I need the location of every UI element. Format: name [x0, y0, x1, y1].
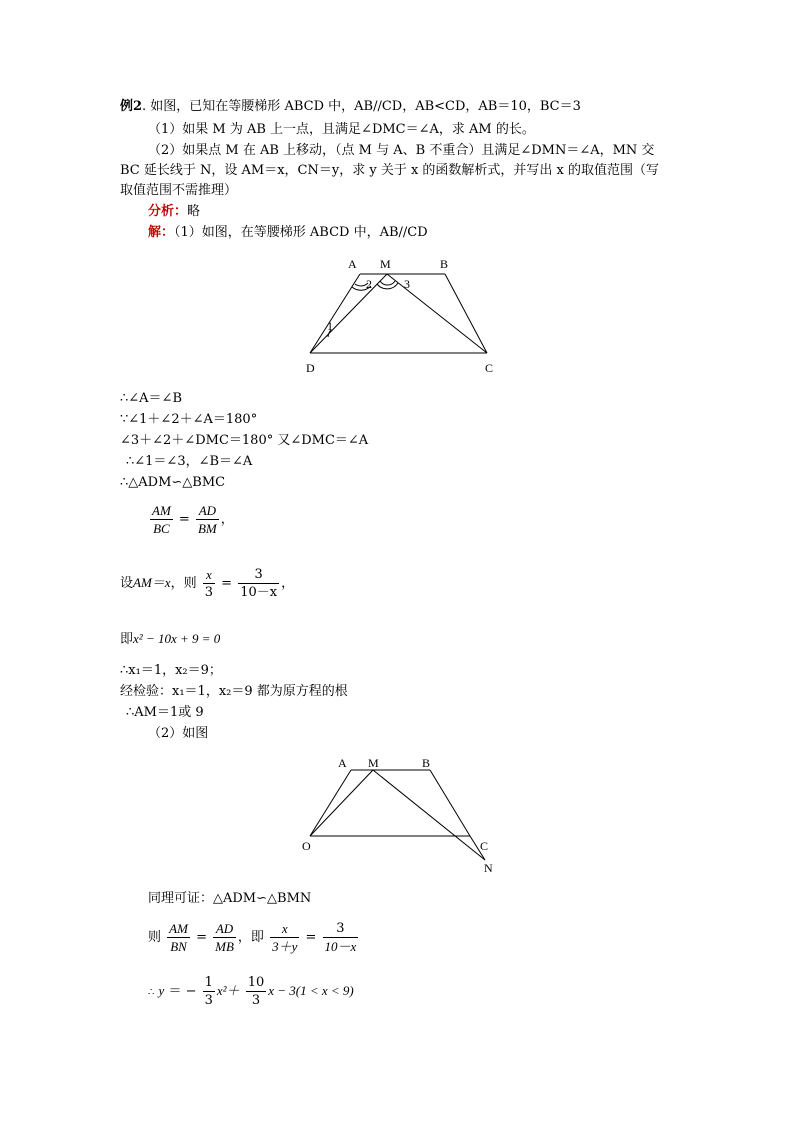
quadratic-expr: x² − 10x + 9 = 0 [133, 631, 221, 646]
ratio1-tail: ， [220, 512, 234, 527]
result-eq: ＝ − [168, 984, 197, 999]
ratio2-den3: 3＋y [272, 939, 298, 954]
fig1-label-A: A [348, 257, 357, 271]
fig1-angle-2: 2 [366, 277, 372, 291]
set-tail: ， [281, 576, 295, 591]
set-den2: 10－x [240, 585, 278, 600]
similar-2: 同理可证：△ADM∽△BMN [148, 891, 312, 906]
fig2-label-O: O [302, 839, 311, 853]
fig2-label-A: A [338, 756, 347, 770]
result-y: y [158, 983, 165, 998]
fig1-label-B: B [440, 257, 449, 271]
ratio2-prefix: 则 [148, 930, 162, 945]
set-var: AM＝x [133, 575, 171, 590]
check-line: 经检验：x₁＝1，x₂＝9 都为原方程的根 [120, 684, 348, 699]
final-result [148, 974, 354, 1009]
figure-2-trapezoid [296, 752, 506, 877]
fig1-angle-3: 3 [404, 277, 410, 291]
set-num2: 3 [238, 566, 279, 584]
ratio2-mid: ，即 [237, 930, 264, 945]
ratio2-den2: MB [215, 939, 234, 954]
analysis-line [148, 203, 200, 221]
step-2: ∵∠1＋∠2＋∠A＝180° [120, 412, 258, 427]
ratio2-num4: 3 [323, 920, 359, 938]
ratio-equation-2: 则 $\frac{AM}{BN}$ = $\frac{AD}{MB}$ ，即 $\frac{x}{3+y}$ = $\frac{3}{10-x}$ [148, 921, 357, 954]
step-5: ∴△ADM∽△BMC [120, 475, 226, 490]
analysis-text: 略 [187, 204, 201, 219]
fig2-label-C: C [480, 839, 489, 853]
fig2-label-N: N [484, 861, 493, 875]
set-then: ，则 [170, 576, 197, 591]
result-prefix: ∴ [148, 987, 155, 998]
fig1-label-C: C [485, 361, 494, 375]
ratio1-num1: AM [152, 503, 171, 518]
ratio2-num1: AM [169, 921, 188, 936]
problem-part2-line3: 取值范围不需推理） [120, 183, 238, 198]
result-x2: x²＋ [216, 983, 240, 998]
part2-label: （2）如图 [148, 726, 209, 741]
solution-label: 解： [148, 225, 175, 240]
problem-label: 例2 [120, 99, 143, 114]
fig1-label-D: D [306, 361, 315, 375]
quadratic-prefix: 即 [120, 632, 134, 647]
problem-part1: （1）如果 M 为 AB 上一点，且满足∠DMC＝∠A，求 AM 的长。 [148, 122, 535, 137]
result-f2-num: 10 [247, 975, 265, 990]
result-rest: x − 3(1 < x < 9) [268, 983, 354, 998]
ratio2-den1: BN [170, 939, 187, 954]
quadratic-equation [120, 630, 220, 649]
problem-part2-line1: （2）如果点 M 在 AB 上移动，（点 M 与 A、B 不重合）且满足∠DMN＝∠A，MN 交 [148, 143, 655, 158]
set-equation: 设AM＝x，则 $\frac{x}{3}$ = $\frac{3}{10-x}$ ， [120, 567, 295, 600]
step-1: ∴∠A＝∠B [120, 391, 182, 406]
problem-intro: . 如图，已知在等腰梯形 ABCD 中，AB//CD，AB<CD，AB＝10，BC＝3 [142, 99, 581, 114]
analysis-label: 分析： [148, 204, 188, 219]
ratio2-num2: AD [213, 920, 236, 938]
fig1-label-M: M [380, 257, 391, 271]
result-f1-num: 1 [204, 975, 213, 990]
fig2-label-M: M [368, 756, 379, 770]
ratio1-num2: AD [196, 502, 219, 520]
result-f2-den: 3 [251, 993, 261, 1008]
result-f1-den: 3 [204, 993, 213, 1008]
step-3: ∠3＋∠2＋∠DMC＝180° 又∠DMC＝∠A [120, 433, 369, 448]
ratio1-den2: BM [197, 521, 217, 536]
problem-part2-line2: BC 延长线于 N，设 AM＝x，CN＝y，求 y 关于 x 的函数解析式，并写出 x 的取值范围（写 [120, 163, 660, 178]
set-den1: 3 [204, 585, 213, 600]
fig1-angle-1: 1 [327, 319, 333, 333]
solution-line1 [148, 224, 428, 242]
ratio-equation-1: $\frac{AM}{BC}$ = $\frac{AD}{BM}$ ， [152, 503, 234, 536]
answer-1: ∴AM＝1或 9 [126, 705, 204, 720]
figure-1-trapezoid [300, 252, 510, 377]
roots-line: ∴x₁＝1，x₂＝9； [120, 663, 222, 678]
problem-intro-line [120, 98, 581, 116]
ratio1-den1: BC [153, 521, 170, 536]
step-4: ∴∠1＝∠3，∠B＝∠A [126, 454, 253, 469]
ratio2-num3: x [270, 920, 299, 938]
solution-intro: （1）如图，在等腰梯形 ABCD 中，AB//CD [174, 225, 428, 240]
ratio2-den4: 10－x [324, 939, 357, 954]
set-prefix: 设 [120, 576, 134, 591]
fig2-label-B: B [422, 756, 431, 770]
set-num1: x [203, 566, 215, 584]
